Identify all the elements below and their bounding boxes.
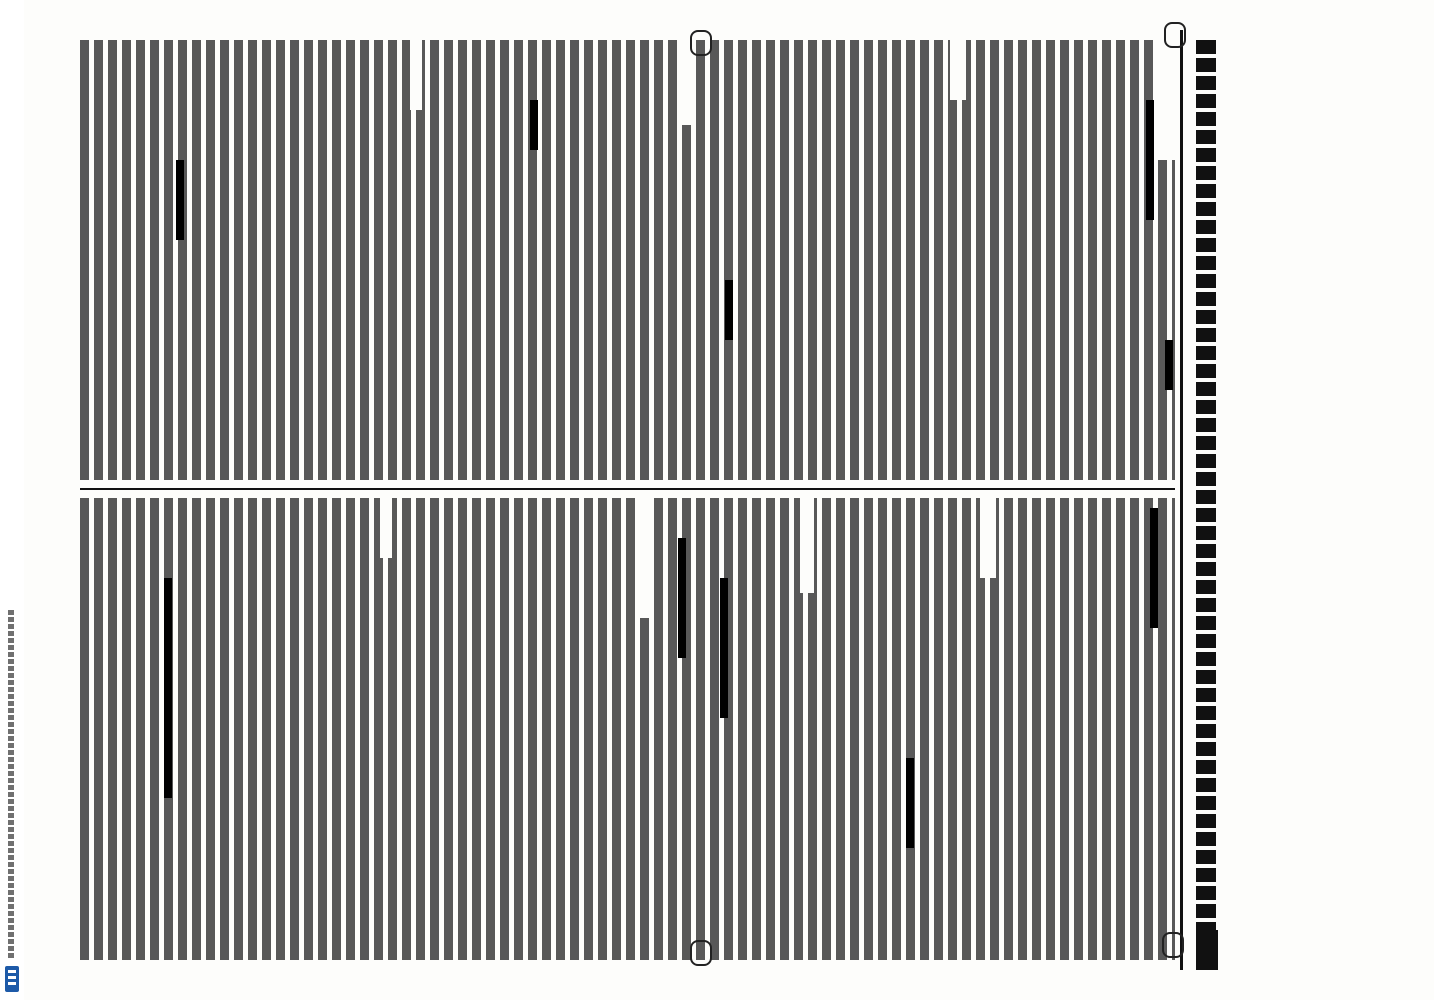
page-number bbox=[1196, 930, 1218, 970]
text-column-left bbox=[80, 40, 1175, 480]
margin-marker-b bbox=[690, 30, 712, 56]
digitization-footer bbox=[0, 0, 24, 1000]
header-text bbox=[1196, 40, 1216, 960]
column-divider bbox=[80, 488, 1175, 490]
text-column-right bbox=[80, 498, 1175, 960]
running-header bbox=[1190, 40, 1222, 960]
margin-marker-a bbox=[1164, 22, 1186, 48]
margin-marker-d bbox=[690, 940, 712, 966]
column-text-lines bbox=[80, 498, 1175, 960]
margin-marker-c bbox=[1162, 932, 1184, 958]
dfg-logo-icon bbox=[5, 966, 19, 992]
header-rule bbox=[1180, 30, 1183, 970]
column-text-lines bbox=[80, 40, 1175, 480]
digitization-credit bbox=[8, 610, 14, 960]
